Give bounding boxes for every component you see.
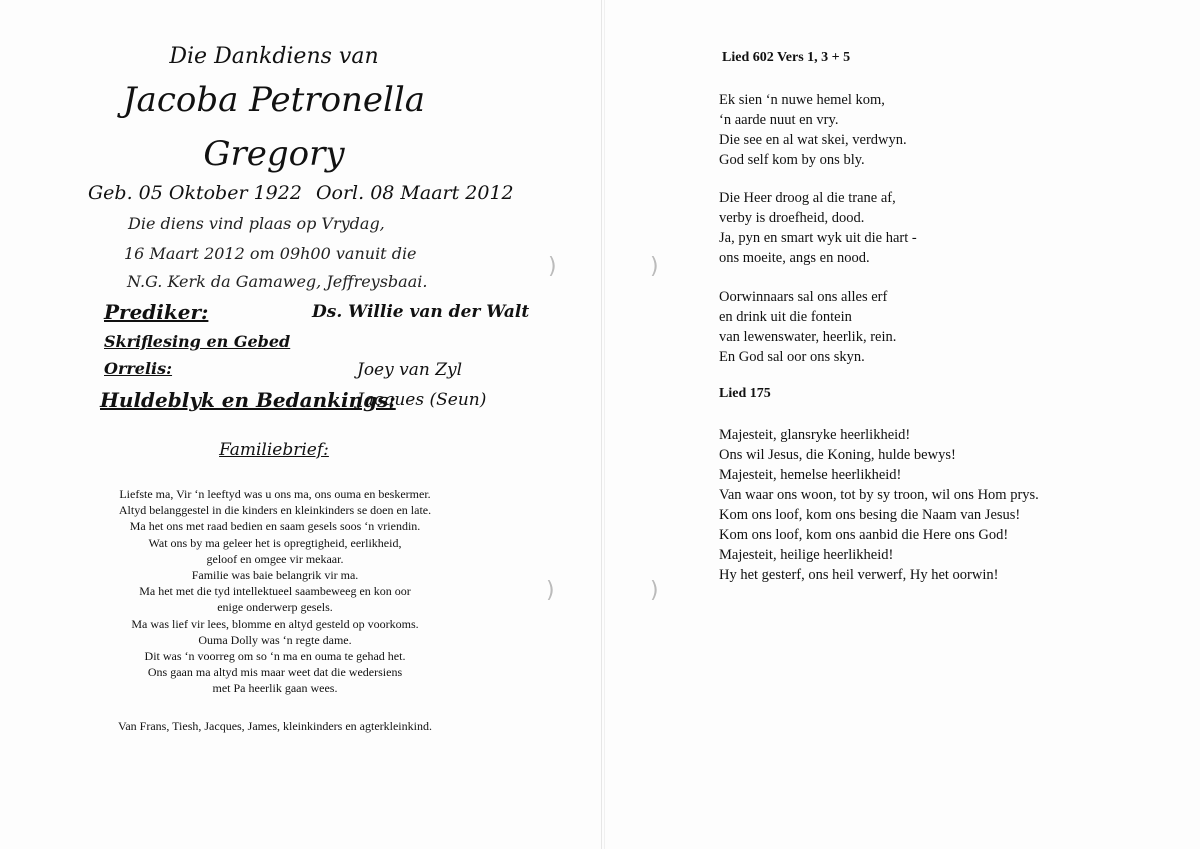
role-label-scripture: Skriflesing en Gebed xyxy=(104,332,291,351)
service-heading: Die Dankdiens van xyxy=(169,44,379,69)
letter-line: Ma het met die tyd intellektueel saambeweeg en kon oor xyxy=(139,584,411,599)
hymn-line: Hy het gesterf, ons heil verwerf, Hy het oorwin! xyxy=(719,567,999,583)
deceased-name-first: Jacoba Petronella xyxy=(122,80,426,120)
letter-line: Ouma Dolly was ‘n regte dame. xyxy=(198,632,352,647)
role-label-tribute: Huldeblyk en Bedankings: xyxy=(100,388,396,412)
hymn-line: verby is droefheid, dood. xyxy=(719,210,865,226)
page-fold-shadow xyxy=(604,0,605,849)
service-info-line: Die diens vind plaas op Vrydag, xyxy=(128,214,385,233)
role-label-preacher: Prediker: xyxy=(104,300,209,324)
letter-line: Liefste ma, Vir ‘n leeftyd was u ons ma, ons ouma en beskermer. xyxy=(119,487,431,501)
hymn-line: En God sal oor ons skyn. xyxy=(719,349,865,365)
hymn-602-title: Lied 602 Vers 1, 3 + 5 xyxy=(722,50,851,65)
service-info-line: 16 Maart 2012 om 09h00 vanuit die xyxy=(124,244,417,263)
hymn-175-title: Lied 175 xyxy=(719,386,771,401)
hymn-line: Kom ons loof, kom ons aanbid die Here ons God! xyxy=(719,527,1009,543)
letter-line: Altyd belanggestel in die kinders en kleinkinders se doen en late. xyxy=(118,503,432,518)
hymn-line: Kom ons loof, kom ons besing die Naam van Jesus! xyxy=(719,507,1021,523)
hymn-line: Majesteit, hemelse heerlikheid! xyxy=(719,467,902,483)
role-value-tribute: Jacques (Seun) xyxy=(357,390,487,410)
hymn-line: Die Heer droog al die trane af, xyxy=(719,190,896,206)
punch-hole-mark: ) xyxy=(650,254,659,279)
service-info-line: N.G. Kerk da Gamaweg, Jeffreysbaai. xyxy=(127,272,428,291)
punch-hole-mark: ) xyxy=(650,578,659,603)
death-date: Oorl. 08 Maart 2012 xyxy=(315,182,514,204)
hymn-line: Oorwinnaars sal ons alles erf xyxy=(719,289,888,305)
letter-line: Ma het ons met raad bedien en saam gesels soos ‘n vriendin. xyxy=(129,519,421,534)
hymn-line: ‘n aarde nuut en vry. xyxy=(719,112,839,128)
deceased-name-last: Gregory xyxy=(203,134,345,174)
role-value-preacher: Ds. Willie van der Walt xyxy=(312,302,530,322)
hymn-602-verse-5 xyxy=(719,287,896,367)
letter-line: Familie was baie belangrik vir ma. xyxy=(191,568,359,583)
hymn-line: en drink uit die fontein xyxy=(719,309,852,325)
hymn-line: Ek sien ‘n nuwe hemel kom, xyxy=(719,92,885,108)
letter-signature: Van Frans, Tiesh, Jacques, James, kleinkinders en agterkleinkind. xyxy=(118,719,432,733)
birth-date: Geb. 05 Oktober 1922 xyxy=(88,182,302,204)
role-value-organist: Joey van Zyl xyxy=(357,360,463,380)
hymn-line: Majesteit, heilige heerlikheid! xyxy=(719,547,894,563)
letter-line: geloof en omgee vir mekaar. xyxy=(206,551,344,566)
letter-line: Ma was lief vir lees, blomme en altyd gesteld op voorkoms. xyxy=(131,616,419,631)
family-letter xyxy=(60,486,490,697)
page-fold xyxy=(601,0,602,849)
hymn-line: Ons wil Jesus, die Koning, hulde bewys! xyxy=(719,447,956,463)
hymn-line: Majesteit, glansryke heerlikheid! xyxy=(719,427,911,443)
letter-line: Ons gaan ma altyd mis maar weet dat die wedersiens xyxy=(147,665,403,680)
hymn-line: Die see en al wat skei, verdwyn. xyxy=(719,132,907,148)
letter-line: enige onderwerp gesels. xyxy=(217,600,333,615)
hymn-602-verse-1 xyxy=(719,90,907,170)
punch-hole-mark: ) xyxy=(548,254,557,279)
hymn-line: van lewenswater, heerlik, rein. xyxy=(719,329,897,345)
role-label-organist: Orrelis: xyxy=(104,359,173,378)
life-dates xyxy=(88,182,514,204)
letter-line: met Pa heerlik gaan wees. xyxy=(212,681,338,696)
hymn-line: ons moeite, angs en nood. xyxy=(719,250,870,266)
hymn-line: Van waar ons woon, tot by sy troon, wil ons Hom prys. xyxy=(719,487,1039,503)
hymn-line: Ja, pyn en smart wyk uit die hart - xyxy=(719,230,917,246)
letter-line: Wat ons by ma geleer het is opregtigheid, eerlikheid, xyxy=(148,535,402,550)
hymn-175-text xyxy=(719,425,1039,585)
hymn-line: God self kom by ons bly. xyxy=(719,152,865,168)
family-letter-title: Familiebrief: xyxy=(219,440,329,460)
hymn-602-verse-3 xyxy=(719,188,917,268)
punch-hole-mark: ) xyxy=(546,578,555,603)
letter-line: Dit was ‘n voorreg om so ‘n ma en ouma te gehad het. xyxy=(144,649,406,664)
